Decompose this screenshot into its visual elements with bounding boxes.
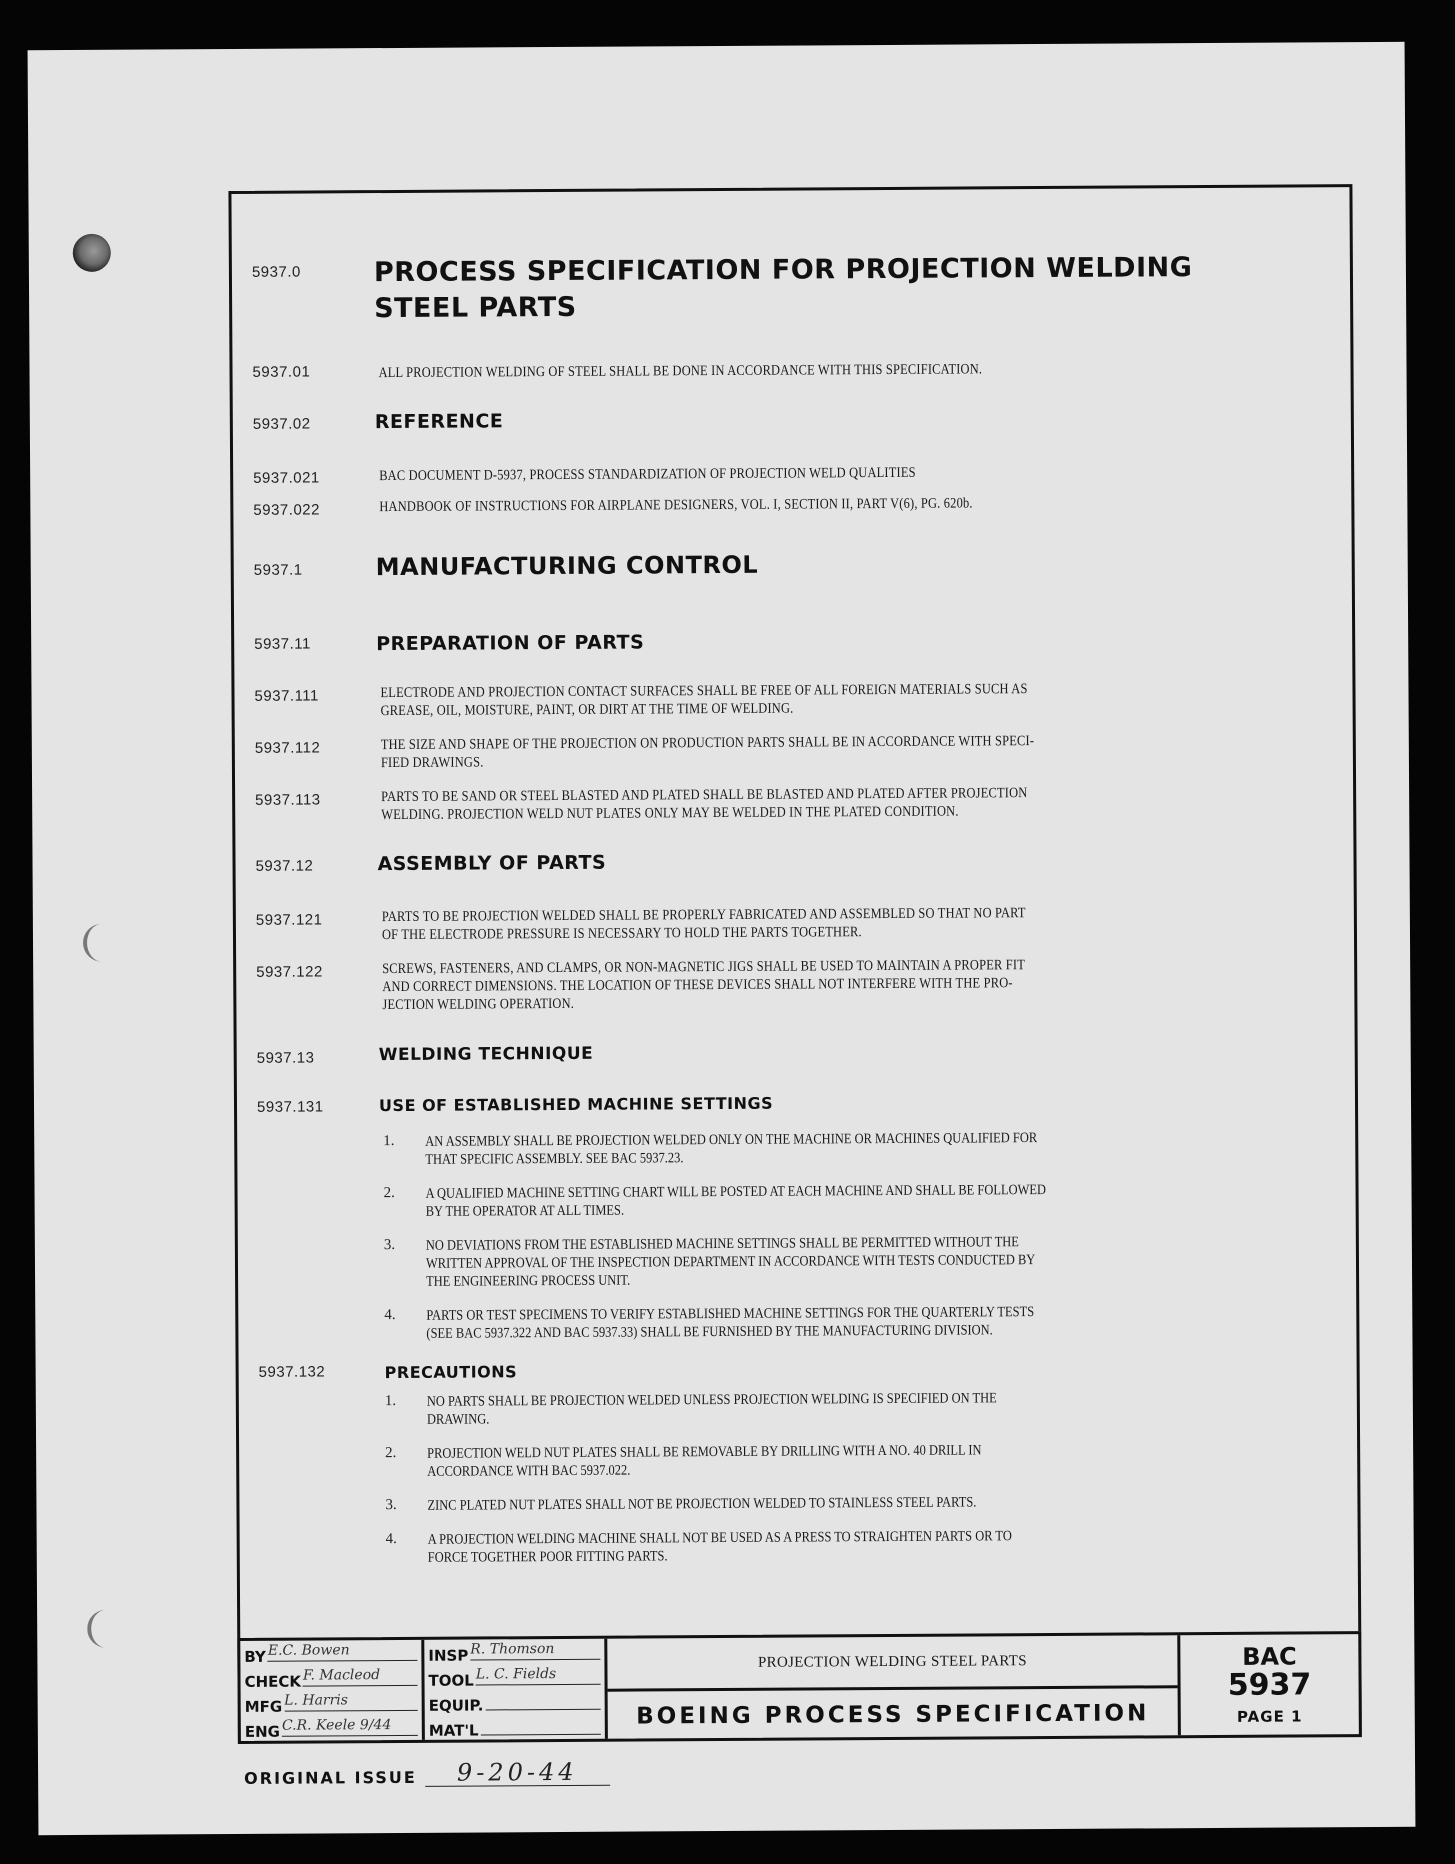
item-text: ZINC PLATED NUT PLATES SHALL NOT BE PROJECTION WELDED TO STAINLESS STEEL PARTS.	[427, 1494, 977, 1514]
equip-label: EQUIP.	[428, 1696, 484, 1715]
page-number: PAGE 1	[1236, 1707, 1303, 1726]
item-number: 2.	[385, 1444, 397, 1462]
section-number: 5937.021	[253, 469, 320, 487]
section-5937-1	[234, 547, 1352, 582]
check-signature: F. Macleod	[303, 1667, 418, 1687]
spec-id-block	[1180, 1634, 1359, 1735]
section-heading: PREPARATION OF PARTS	[376, 631, 645, 656]
section-number: 5937.12	[255, 857, 314, 875]
section-heading: REFERENCE	[374, 410, 504, 434]
section-number: 5937.112	[254, 739, 321, 757]
section-text: HANDBOOK OF INSTRUCTIONS FOR AIRPLANE DESIGNERS, VOL. I, SECTION II, PART V(6), PG. 620b.	[379, 495, 973, 516]
section-text: BAC DOCUMENT D-5937, PROCESS STANDARDIZATION OF PROJECTION WELD QUALITIES	[379, 464, 916, 485]
insp-field	[424, 1639, 604, 1665]
section-5937-111	[234, 681, 1352, 720]
insp-signature: R. Thomson	[470, 1641, 600, 1661]
item-text: NO DEVIATIONS FROM THE ESTABLISHED MACHINE SETTINGS SHALL BE PERMITTED WITHOUT THE WRITTEN APPROVAL OF THE INSPECTION DEPARTMENT IN ACCORDANCE WITH TESTS CONDUCTED BY THE ENGINEERING PROCESS UNIT.	[425, 1234, 1036, 1290]
eng-label: ENG	[244, 1722, 281, 1741]
signature-block-mid	[424, 1639, 608, 1740]
equip-signature	[485, 1691, 600, 1711]
section-number: 5937.01	[252, 363, 311, 381]
precaution-item-4	[385, 1525, 1386, 1566]
mfg-label: MFG	[244, 1697, 283, 1716]
section-5937-0	[232, 249, 1350, 325]
spec-prefix: BAC	[1242, 1642, 1297, 1671]
item-number: 1.	[383, 1133, 395, 1150]
section-5937-132	[239, 1357, 1357, 1383]
section-text: PARTS TO BE SAND OR STEEL BLASTED AND PLATED SHALL BE BLASTED AND PLATED AFTER PROJECTION WELDING. PROJECTION WELD NUT PLATES ONLY MAY BE WELDED IN THE PLATED CONDITION.	[381, 785, 1028, 824]
item-number: 2.	[383, 1185, 395, 1202]
title-block	[237, 1631, 1362, 1744]
machine-settings-item-3	[383, 1231, 1384, 1290]
section-number: 5937.113	[255, 791, 321, 809]
by-label: BY	[244, 1647, 266, 1666]
spec-number: 5937	[1227, 1667, 1312, 1703]
section-number: 5937.11	[254, 635, 311, 653]
matl-label: MAT'L	[428, 1721, 479, 1740]
punch-hole-middle	[83, 924, 121, 962]
matl-field	[425, 1714, 605, 1740]
insp-label: INSP	[428, 1646, 469, 1665]
section-number: 5937.121	[255, 911, 323, 929]
item-number: 3.	[383, 1236, 396, 1254]
document-title-line-2: STEEL PARTS	[374, 291, 577, 325]
section-5937-12	[235, 847, 1353, 876]
signature-block-left	[240, 1640, 425, 1741]
item-text: A QUALIFIED MACHINE SETTING CHART WILL BE POSTED AT EACH MACHINE AND SHALL BE FOLLOWED BY THE OPERATOR AT ALL TIMES.	[425, 1182, 1047, 1220]
section-number: 5937.1	[253, 561, 303, 579]
section-5937-01	[232, 357, 1350, 382]
section-number: 5937.022	[253, 501, 321, 519]
section-heading: USE OF ESTABLISHED MACHINE SETTINGS	[378, 1093, 774, 1116]
section-5937-022	[233, 495, 1351, 519]
title-block-subject	[607, 1635, 1181, 1738]
mfg-signature: L. Harris	[284, 1692, 418, 1712]
original-issue	[244, 1759, 610, 1788]
document-title-line-1: PROCESS SPECIFICATION FOR PROJECTION WELDING	[373, 252, 1193, 289]
document-title	[374, 250, 1193, 327]
section-text: SCREWS, FASTENERS, AND CLAMPS, OR NON-MAGNETIC JIGS SHALL BE USED TO MAINTAIN A PROPER FIT AND CORRECT DIMENSIONS. THE LOCATION OF THESE DEVICES SHALL NOT INTERFERE WITH THE PRO- JECTION WELDING OPERATION.	[382, 957, 1026, 1014]
section-number: 5937.0	[251, 263, 301, 281]
tool-label: TOOL	[428, 1671, 474, 1690]
section-text: ALL PROJECTION WELDING OF STEEL SHALL BE DONE IN ACCORDANCE WITH THIS SPECIFICATION.	[378, 361, 983, 382]
spec-organization: BOEING PROCESS SPECIFICATION	[636, 1700, 1150, 1730]
section-text: THE SIZE AND SHAPE OF THE PROJECTION ON PRODUCTION PARTS SHALL BE IN ACCORDANCE WITH SPECI- FIED DRAWINGS.	[380, 733, 1035, 772]
section-text: ELECTRODE AND PROJECTION CONTACT SURFACES SHALL BE FREE OF ALL FOREIGN MATERIALS SUCH AS GREASE, OIL, MOISTURE, PAINT, OR DIRT AT THE TIME OF WELDING.	[380, 681, 1028, 720]
equip-field	[425, 1689, 605, 1715]
item-text: PARTS OR TEST SPECIMENS TO VERIFY ESTABLISHED MACHINE SETTINGS FOR THE QUARTERLY TESTS (SEE BAC 5937.322 AND BAC 5937.33) SHALL BE FURNISHED BY THE MANUFACTURING DIVISION.	[426, 1304, 1035, 1342]
precaution-item-3	[385, 1491, 1385, 1514]
section-heading: WELDING TECHNIQUE	[378, 1043, 594, 1066]
tool-field	[424, 1664, 604, 1690]
spec-subject: PROJECTION WELDING STEEL PARTS	[607, 1635, 1177, 1691]
content-frame	[228, 184, 1361, 1743]
punch-hole-top	[73, 234, 111, 272]
section-5937-112	[235, 733, 1353, 772]
section-5937-11	[234, 627, 1352, 656]
precaution-item-1	[384, 1387, 1385, 1428]
section-number: 5937.13	[256, 1049, 315, 1067]
machine-settings-item-2	[383, 1179, 1383, 1220]
section-5937-13	[237, 1039, 1355, 1067]
section-number: 5937.02	[252, 415, 311, 433]
precaution-item-2	[385, 1439, 1385, 1480]
check-label: CHECK	[244, 1672, 302, 1691]
original-issue-label: ORIGINAL ISSUE	[244, 1767, 417, 1788]
item-text: A PROJECTION WELDING MACHINE SHALL NOT BE USED AS A PRESS TO STRAIGHTEN PARTS OR TO FORCE TOGETHER POOR FITTING PARTS.	[427, 1528, 1012, 1566]
mfg-field	[241, 1690, 422, 1716]
section-heading: ASSEMBLY OF PARTS	[377, 851, 607, 876]
item-number: 3.	[385, 1496, 397, 1514]
section-number: 5937.111	[254, 687, 319, 705]
eng-signature: C.R. Keele 9/44	[282, 1717, 418, 1737]
original-issue-date: 9-20-44	[425, 1759, 610, 1787]
section-heading: PRECAUTIONS	[384, 1362, 518, 1383]
item-number: 4.	[385, 1530, 397, 1548]
item-text: AN ASSEMBLY SHALL BE PROJECTION WELDED ONLY ON THE MACHINE OR MACHINES QUALIFIED FOR THAT SPECIFIC ASSEMBLY. SEE BAC 5937.23.	[425, 1130, 1038, 1168]
section-number: 5937.131	[256, 1098, 324, 1116]
section-5937-121	[236, 905, 1354, 944]
item-text: PROJECTION WELD NUT PLATES SHALL BE REMOVABLE BY DRILLING WITH A NO. 40 DRILL IN ACCORDANCE WITH BAC 5937.022.	[427, 1442, 982, 1480]
section-5937-02	[233, 405, 1351, 434]
section-number: 5937.122	[256, 963, 323, 981]
section-5937-131	[237, 1090, 1355, 1116]
punch-hole-bottom	[87, 1610, 125, 1648]
matl-signature	[481, 1716, 601, 1736]
section-heading: MANUFACTURING CONTROL	[375, 550, 759, 582]
section-5937-021	[233, 463, 1351, 487]
section-number: 5937.132	[258, 1363, 326, 1381]
section-text: PARTS TO BE PROJECTION WELDED SHALL BE PROPERLY FABRICATED AND ASSEMBLED SO THAT NO PART OF THE ELECTRODE PRESSURE IS NECESSARY TO HOLD THE PARTS TOGETHER.	[381, 905, 1026, 944]
item-number: 4.	[384, 1306, 396, 1324]
item-text: NO PARTS SHALL BE PROJECTION WELDED UNLESS PROJECTION WELDING IS SPECIFIED ON THE DRAWING.	[426, 1390, 997, 1428]
by-field	[240, 1640, 421, 1666]
section-5937-122	[236, 957, 1354, 1014]
by-signature: E.C. Bowen	[268, 1642, 418, 1662]
section-5937-113	[235, 785, 1353, 824]
eng-field	[241, 1715, 422, 1741]
machine-settings-item-1	[383, 1127, 1383, 1168]
document-page	[28, 42, 1416, 1835]
item-number: 1.	[384, 1392, 397, 1410]
tool-signature: L. C. Fields	[476, 1666, 601, 1686]
check-field	[240, 1665, 421, 1691]
machine-settings-item-4	[384, 1301, 1384, 1342]
